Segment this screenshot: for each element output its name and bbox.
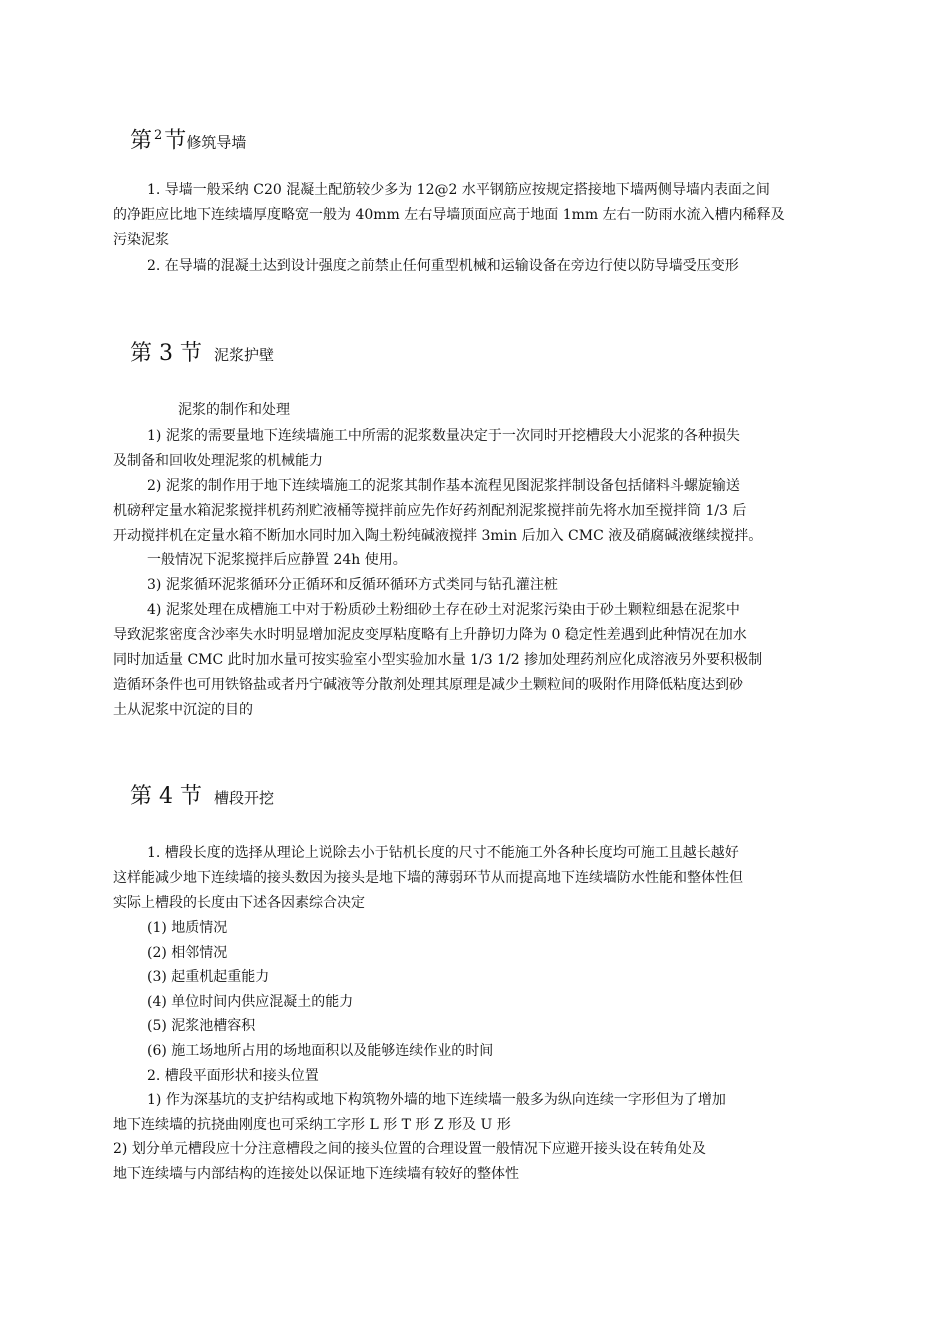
paragraph-line: 3) 泥浆循环泥浆循环分正循环和反循环循环方式类同与钻孔灌注桩 bbox=[147, 577, 558, 593]
section-4-heading bbox=[130, 783, 274, 812]
paragraph-line: 2) 泥浆的制作用于地下连续墙施工的泥浆其制作基本流程见图泥浆拌制设备包括储料斗螺旋输送 bbox=[147, 478, 740, 494]
paragraph-line: 及制备和回收处理泥浆的机械能力 bbox=[113, 453, 323, 469]
paragraph-line: 这样能减少地下连续墙的接头数因为接头是地下墙的薄弱环节从而提高地下连续墙防水性能和整体性但 bbox=[113, 870, 743, 886]
list-item: (6) 施工场地所占用的场地面积以及能够连续作业的时间 bbox=[147, 1043, 494, 1059]
paragraph-line: 2) 划分单元槽段应十分注意槽段之间的接头位置的合理设置一般情况下应避开接头设在转角处及 bbox=[113, 1141, 706, 1157]
section-4-prefix: 第 4 节 bbox=[130, 784, 202, 809]
section-2-number: 2 bbox=[154, 128, 163, 143]
paragraph-line: 土从泥浆中沉淀的目的 bbox=[113, 702, 253, 718]
paragraph-line: 造循环条件也可用铁铬盐或者丹宁碱液等分散剂处理其原理是减少土颗粒间的吸附作用降低粘度达到砂 bbox=[113, 677, 743, 693]
section-2-suffix: 节 bbox=[164, 128, 187, 154]
section-4-title: 槽段开挖 bbox=[213, 789, 274, 807]
paragraph-line: 2. 在导墙的混凝土达到设计强度之前禁止任何重型机械和运输设备在旁边行使以防导墙受压变形 bbox=[147, 258, 739, 274]
list-item: (3) 起重机起重能力 bbox=[147, 969, 270, 985]
section-3-heading bbox=[130, 340, 274, 369]
list-item: (1) 地质情况 bbox=[147, 920, 228, 936]
paragraph-line: 2. 槽段平面形状和接头位置 bbox=[147, 1068, 319, 1084]
paragraph-line: 地下连续墙的抗挠曲刚度也可采纳工字形 L 形 T 形 Z 形及 U 形 bbox=[113, 1117, 511, 1133]
paragraph-line: 4) 泥浆处理在成槽施工中对于粉质砂土粉细砂土存在砂土对泥浆污染由于砂土颗粒细悬在泥浆中 bbox=[147, 602, 740, 618]
list-item: (2) 相邻情况 bbox=[147, 945, 228, 961]
paragraph-line: 1. 导墙一般采纳 C20 混凝土配筋较少多为 12@2 水平钢筋应按规定搭接地下墙两侧导墙内表面之间 bbox=[147, 182, 770, 198]
subheading: 泥浆的制作和处理 bbox=[178, 402, 290, 418]
section-2-prefix: 第 bbox=[130, 128, 153, 154]
paragraph-line: 一般情况下泥浆搅拌后应静置 24h 使用。 bbox=[147, 552, 407, 568]
paragraph-line: 地下连续墙与内部结构的连接处以保证地下连续墙有较好的整体性 bbox=[113, 1166, 519, 1182]
section-3-prefix: 第 3 节 bbox=[130, 341, 202, 366]
paragraph-line: 1) 作为深基坑的支护结构或地下构筑物外墙的地下连续墙一般多为纵向连续一字形但为了增加 bbox=[147, 1092, 726, 1108]
section-2-title: 修筑导墙 bbox=[186, 133, 247, 152]
paragraph-line: 的净距应比地下连续墙厚度略宽一般为 40mm 左右导墙顶面应高于地面 1mm 左右一防雨水流入槽内稀释及 bbox=[113, 207, 785, 223]
paragraph-line: 同时加适量 CMC 此时加水量可按实验室小型实验加水量 1/3 1/2 掺加处理药剂应化成溶液另外要积极制 bbox=[113, 652, 763, 668]
section-2-heading bbox=[130, 122, 246, 156]
list-item: (4) 单位时间内供应混凝土的能力 bbox=[147, 994, 354, 1010]
paragraph-line: 1. 槽段长度的选择从理论上说除去小于钻机长度的尺寸不能施工外各种长度均可施工且越长越好 bbox=[147, 845, 739, 861]
paragraph-line: 1) 泥浆的需要量地下连续墙施工中所需的泥浆数量决定于一次同时开挖槽段大小泥浆的各种损失 bbox=[147, 428, 740, 444]
list-item: (5) 泥浆池槽容积 bbox=[147, 1018, 256, 1034]
paragraph-line: 机磅秤定量水箱泥浆搅拌机药剂贮液桶等搅拌前应先作好药剂配剂泥浆搅拌前先将水加至搅拌筒 1/3 后 bbox=[113, 503, 747, 519]
section-3-title: 泥浆护壁 bbox=[213, 346, 274, 364]
paragraph-line: 污染泥浆 bbox=[113, 232, 169, 248]
paragraph-line: 开动搅拌机在定量水箱不断加水同时加入陶土粉纯碱液搅拌 3min 后加入 CMC 液及硝腐碱液继续搅拌。 bbox=[113, 528, 763, 544]
paragraph-line: 实际上槽段的长度由下述各因素综合决定 bbox=[113, 895, 365, 911]
paragraph-line: 导致泥浆密度含沙率失水时明显增加泥皮变厚粘度略有上升静切力降为 0 稳定性差遇到此种情况在加水 bbox=[113, 627, 747, 643]
